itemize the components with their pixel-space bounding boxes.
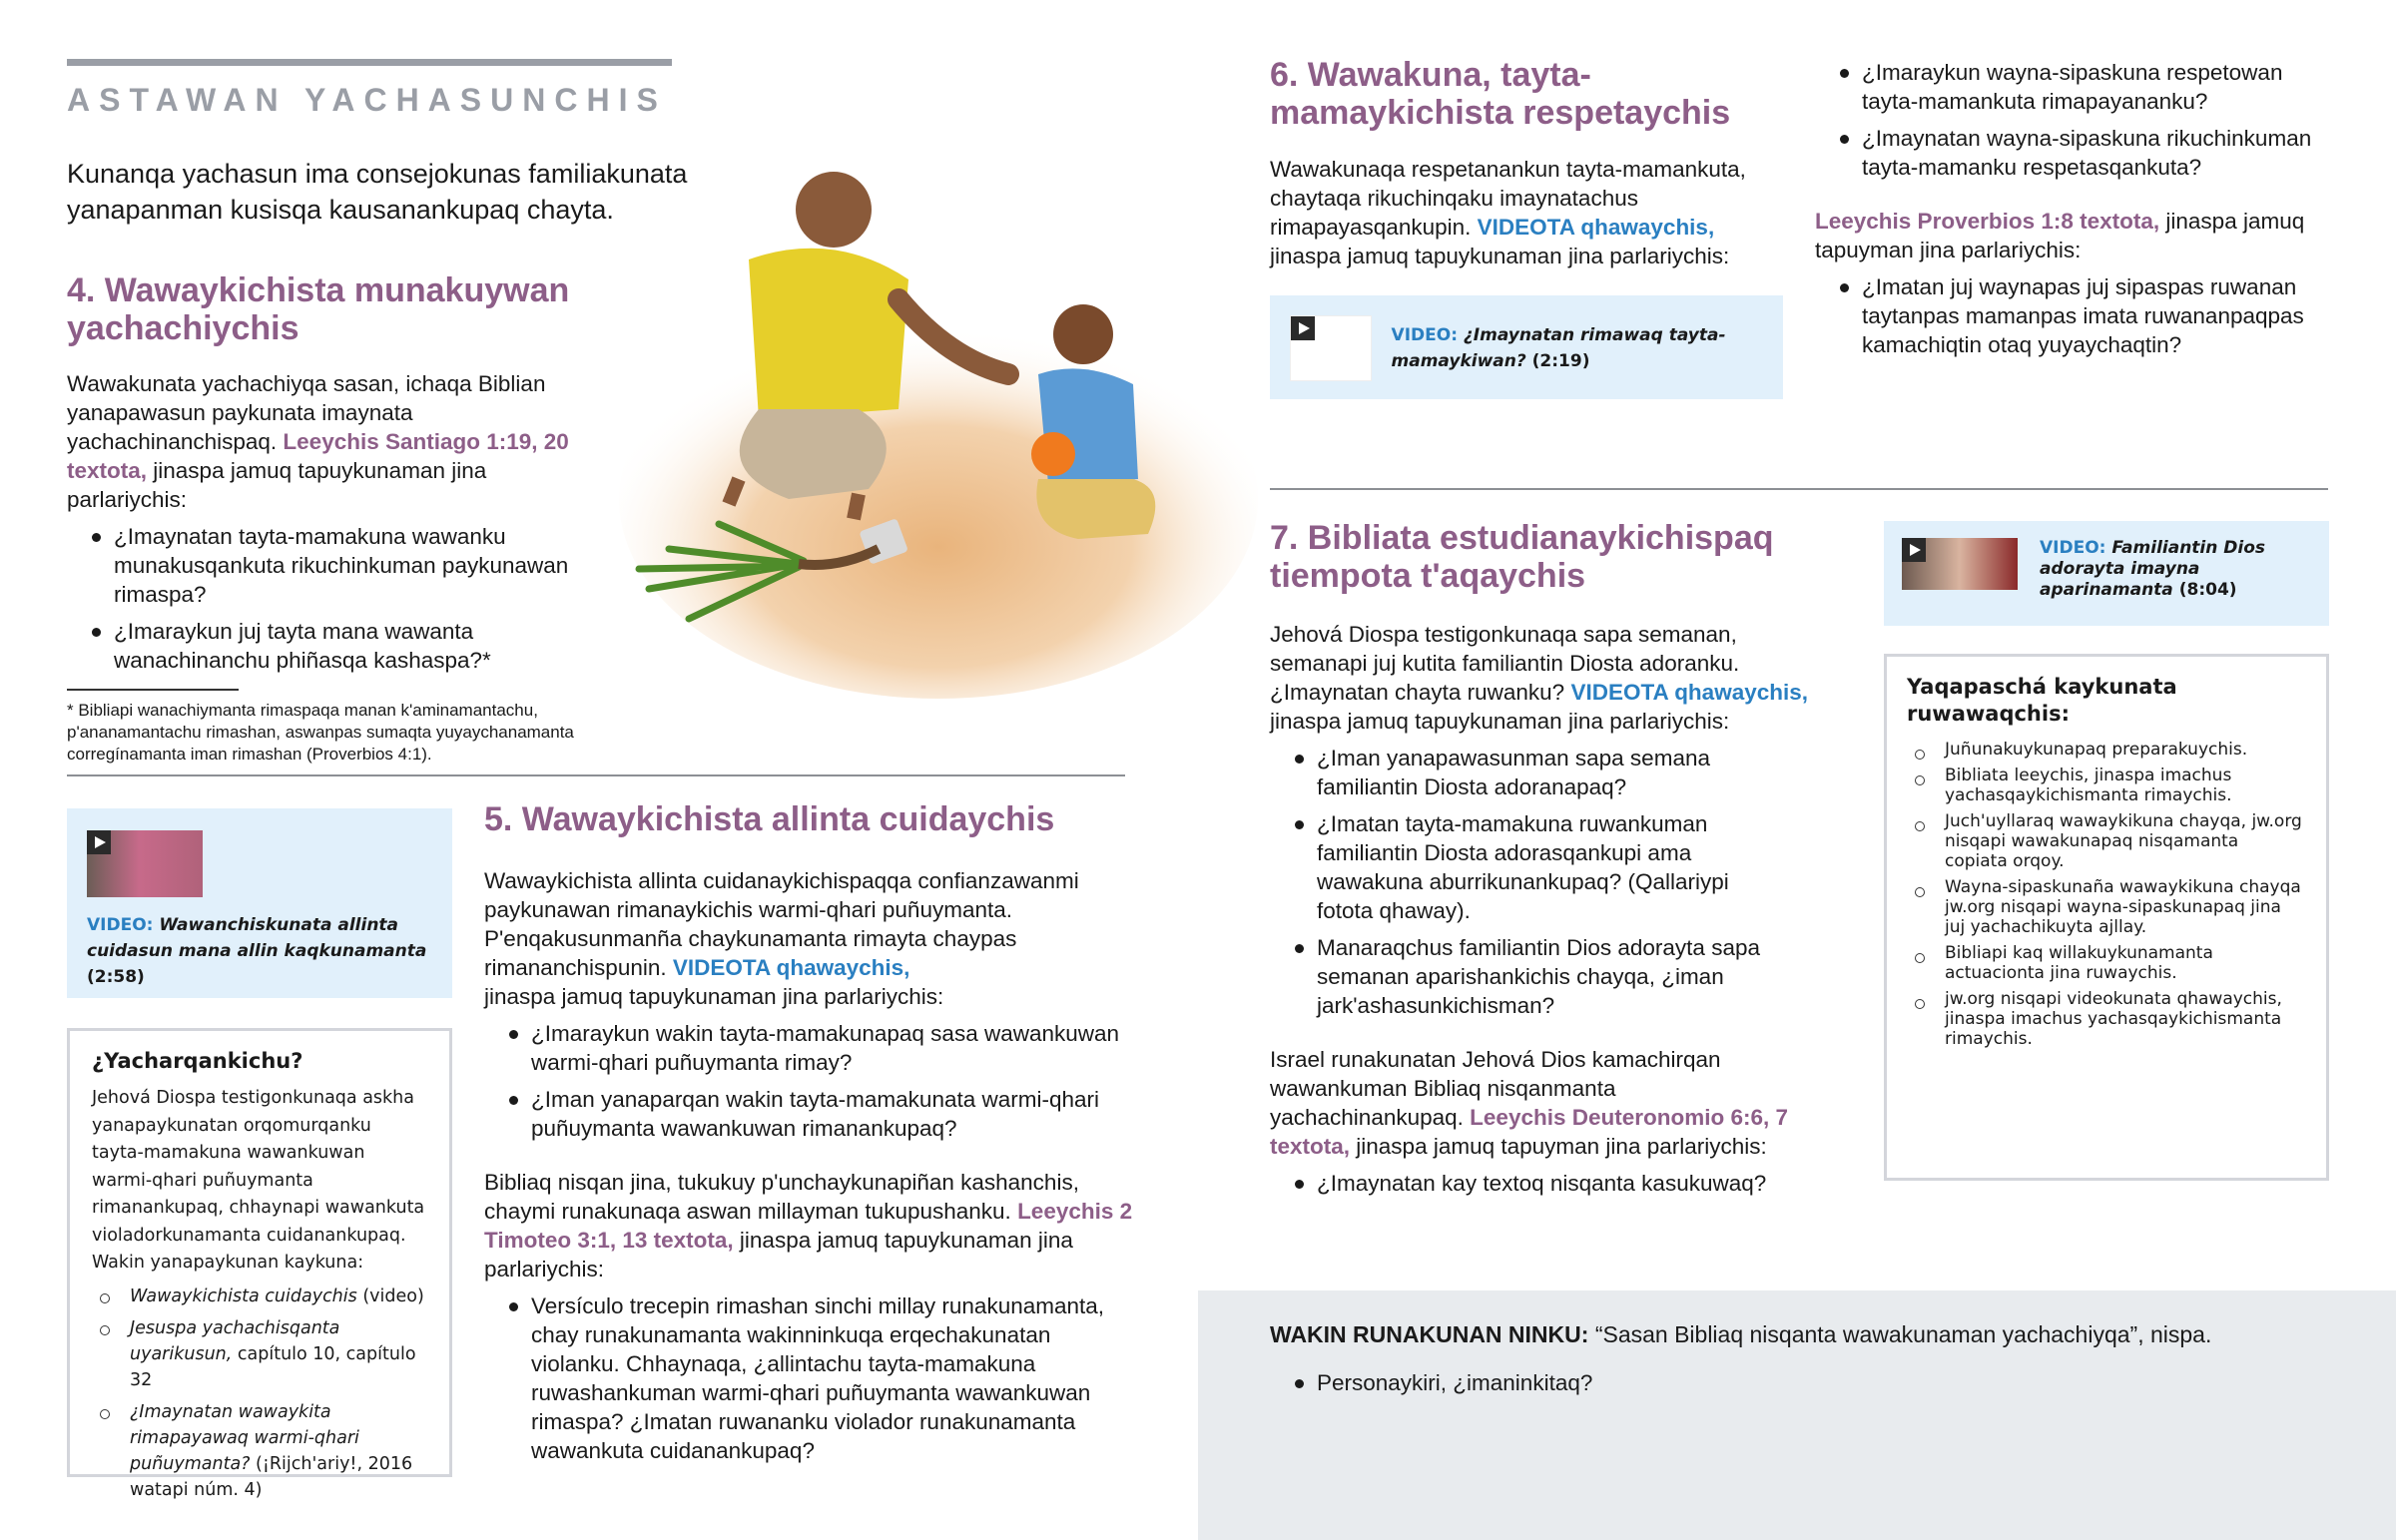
section-6-heading: 6. Wawakuna, tayta-mamaykichista respetaychis [1270, 56, 1731, 132]
list-item: ¿Iman yanaparqan wakin tayta-mamakunata warmi-qhari puñuymanta wawankuwan rimanankupaq? [484, 1085, 1133, 1143]
body-text: Bibliaq nisqan jina, tukukuy p'unchaykunapiñan kashanchis, chaymi runakunaqa aswan millayman tukupushanku. [484, 1170, 1079, 1224]
section-5-questions [484, 1019, 1133, 1143]
list-item: Juñunakuykunapaq preparakuychis. [1907, 740, 2306, 760]
play-icon[interactable] [1902, 538, 1926, 562]
section-7 [1270, 519, 1829, 1198]
video-thumbnail[interactable] [1902, 538, 2018, 590]
section-5-paragraph [484, 866, 1133, 1011]
body-text: jinaspa jamuq tapuykunaman jina parlariychis: [484, 984, 944, 1009]
video-label: VIDEO: [2040, 538, 2106, 558]
video-label: VIDEO: [87, 915, 154, 935]
body-text: Wawakunata yachachiyqa sasan, ichaqa Biblian yanapawasun paykunata imaynata yachachinanchispaq. [67, 371, 546, 454]
page-title: ASTAWAN YACHASUNCHIS [67, 82, 667, 118]
section-6-paragraph [1270, 155, 1789, 270]
section-6-continued [1815, 50, 2334, 359]
body-text: Israel runakunatan Jehová Dios kamachirqan wawankuman Bibliaq nisqanmanta yachachinankupaq. [1270, 1047, 1721, 1130]
suggestions-box [1884, 654, 2329, 1181]
body-text: Wawakunaqa respetanankun tayta-mamankuta, chaytaqa rikuchinqaku imaynatachus rimapayasqankupin. [1270, 157, 1746, 240]
list-item: jw.org nisqapi videokunata qhawaychis, jinaspa imachus yachasqaykichismanta rimaychis. [1907, 989, 2306, 1049]
body-text: jinaspa jamuq tapuykunaman jina parlariychis: [67, 458, 487, 512]
resource-list [92, 1283, 427, 1503]
objection-text [1270, 1320, 2211, 1349]
section-6-questions [1815, 58, 2334, 182]
header-rule [67, 59, 672, 66]
list-item: ¿Imaynatan tayta-mamakuna wawanku munakusqankuta rikuchinkuman paykunawan rimaspa? [67, 522, 586, 609]
section-7-heading: 7. Bibliata estudianaykichispaq tiempota t'aqaychis [1270, 519, 1774, 595]
resource-title: ¿Imaynatan wawaykita rimapayawaq warmi-qhari puñuymanta? [130, 1401, 359, 1474]
scripture-link[interactable]: Leeychis Santiago 1:19, 20 textota, [67, 429, 569, 483]
objection-quote: “Sasan Bibliaq nisqanta wawakunaman yachachiyqa”, nispa. [1594, 1321, 2212, 1347]
section-6-paragraph-2 [1815, 207, 2334, 264]
video-link[interactable]: VIDEOTA qhawaychis, [1570, 680, 1808, 705]
video-duration: (2:19) [1531, 351, 1590, 371]
list-item: ¿Imaraykun wakin tayta-mamakunapaq sasa wawankuwan warmi-qhari puñuymanta rimay? [484, 1019, 1133, 1077]
play-icon[interactable] [1291, 316, 1315, 340]
video-caption [87, 912, 432, 990]
objection-label: WAKIN RUNAKUNAN NINKU: [1270, 1321, 1589, 1347]
video-card-children-protection[interactable] [67, 808, 452, 998]
body-text: jinaspa jamuq tapuykunaman jina parlariychis: [1270, 244, 1730, 268]
video-thumbnail[interactable] [87, 830, 203, 897]
body-text: jinaspa jamuq tapuykunaman jina parlariychis: [1270, 709, 1730, 734]
section-7-questions-2 [1270, 1169, 1829, 1198]
section-7-paragraph-2 [1270, 1045, 1799, 1161]
resource-detail: (¡Rijch'ariy!, 2016 watapi núm. 4) [130, 1453, 413, 1500]
video-title[interactable]: Familiantin Dios adorayta imayna aparinamanta [2040, 538, 2266, 600]
list-item[interactable] [92, 1283, 427, 1309]
scripture-link[interactable]: Leeychis Deuteronomio 6:6, 7 textota, [1270, 1105, 1789, 1159]
list-item: ¿Imaynatan wayna-sipaskuna rikuchinkuman tayta-mamanku respetasqankuta? [1815, 124, 2334, 182]
list-item[interactable] [92, 1399, 427, 1503]
section-5-questions-2 [484, 1291, 1133, 1465]
list-item[interactable] [92, 1315, 427, 1393]
section-7-questions [1270, 744, 1789, 1020]
did-you-know-box [67, 1028, 452, 1500]
footnote: * Bibliapi wanachiymanta rimaspaqa manan k'aminamantachu, p'ananamantachu rimashan, aswanpas sumaqta yuyaychanamanta corregínamanta iman rimashan (Proverbios 4:1). [67, 700, 574, 764]
video-duration: (8:04) [2178, 580, 2237, 600]
body-text: jinaspa jamuq tapuyman jina parlariychis: [1356, 1134, 1767, 1159]
video-label: VIDEO: [1391, 325, 1458, 345]
divider [67, 774, 1125, 776]
objection-panel [1198, 1290, 2396, 1540]
section-5-paragraph-2 [484, 1168, 1133, 1283]
video-card-respect-parents[interactable] [1270, 295, 1783, 399]
list-item: Versículo trecepin rimashan sinchi millay runakunamanta, chay runakunamanta wakinninkuqa erqechakunatan violanku. Chhaynaqa, ¿allintachu tayta-mamakuna ruwashankuman warmi-qhari puñuymanta wawankuwan rimaspa? ¿Imatan ruwananku violador runakunamanta wawankuta cuidanankupaq? [484, 1291, 1133, 1465]
list-item: Personaykiri, ¿imaninkitaq? [1270, 1368, 1592, 1397]
section-4-questions [67, 522, 586, 675]
resource-detail: capítulo 10, capítulo 32 [130, 1343, 416, 1390]
section-5 [484, 800, 1133, 1465]
section-4 [67, 271, 586, 766]
video-title[interactable]: ¿Imaynatan rimawaq tayta-mamaykiwan? [1391, 325, 1726, 371]
resource-title: Wawaykichista cuidaychis [130, 1285, 357, 1306]
play-icon[interactable] [87, 830, 111, 854]
section-6 [1270, 56, 1789, 270]
box-title: Yaqapaschá kaykunata ruwawaqchis: [1907, 675, 2177, 726]
scripture-link[interactable]: Leeychis Proverbios 1:8 textota, [1815, 209, 2160, 234]
suggestions-list [1907, 740, 2306, 1049]
video-caption [2040, 538, 2299, 609]
section-5-heading: 5. Wawaykichista allinta cuidaychis [484, 800, 1055, 838]
footnote-rule [67, 689, 239, 691]
video-duration: (2:58) [87, 967, 145, 987]
list-item: Manaraqchus familiantin Dios adorayta sapa semanan aparishankichis chayqa, ¿iman jark'ashasunkichisman? [1270, 933, 1789, 1020]
objection-questions [1270, 1360, 1592, 1397]
body-text: jinaspa jamuq tapuykunaman jina parlariychis: [484, 1228, 1073, 1282]
body-text: Wawaykichista allinta cuidanaykichispaqqa confianzawanmi paykunawan rimanaykichis warmi-qhari puñuymanta. P'enqakusunmanña chaykunamanta rimayta chaypas rimananchispunin. [484, 868, 1079, 980]
resource-detail: (video) [356, 1285, 424, 1306]
video-thumbnail[interactable] [1290, 315, 1372, 381]
body-text: Jehová Diospa testigonkunaqa sapa semanan, semanapi juj kutita familiantin Diosta adoranku. ¿Imaynatan chayta ruwanku? [1270, 622, 1740, 705]
list-item: Juch'uyllaraq wawaykikuna chayqa, jw.org nisqapi wawakunapaq nisqamanta copiata orqoy. [1907, 811, 2306, 871]
list-item: Bibliapi kaq willakuykunamanta actuacionta jina ruwaychis. [1907, 943, 2306, 983]
divider [1270, 488, 2328, 490]
list-item: ¿Imaraykun juj tayta mana wawanta wanachinanchu phiñasqa kashaspa?* [67, 617, 586, 675]
section-4-heading: 4. Wawaykichista munakuywan yachachiychis [67, 271, 570, 347]
list-item: ¿Imaynatan kay textoq nisqanta kasukuwaq? [1270, 1169, 1829, 1198]
scripture-link[interactable]: Leeychis 2 Timoteo 3:1, 13 textota, [484, 1199, 1133, 1253]
video-caption [1392, 315, 1763, 379]
list-item: Wayna-sipaskunaña wawaykikuna chayqa jw.org nisqapi wayna-sipaskunapaq jina juj yachachikuyta ajllay. [1907, 877, 2306, 937]
video-link[interactable]: VIDEOTA qhawaychis, [672, 955, 910, 980]
section-7-paragraph [1270, 620, 1829, 736]
box-title: ¿Yacharqankichu? [92, 1049, 303, 1073]
box-body: Jehová Diospa testigonkunaqa askha yanapaykunatan orqomurqanku tayta-mamakuna wawankuwan warmi-qhari puñuymanta rimanankupaq, chhaynapi wawankuta violadorkunamanta cuidanankupaq. Wakin yanapaykunan kaykuna: [92, 1088, 425, 1273]
section-6-questions-2 [1815, 272, 2334, 359]
body-text: jinaspa jamuq tapuyman jina parlariychis: [1815, 209, 2305, 262]
video-card-family-worship[interactable] [1884, 521, 2329, 626]
resource-title: Jesuspa yachachisqanta uyarikusun, [130, 1317, 340, 1364]
father-son-illustration [609, 170, 1258, 699]
section-4-body [67, 369, 586, 514]
list-item: Bibliata leeychis, jinaspa imachus yachasqaykichismanta rimaychis. [1907, 766, 2306, 805]
list-item: ¿Imatan tayta-mamakuna ruwankuman familiantin Diosta adorasqankupi ama wawakuna aburrikunankupaq? (Qallariypi fotota qhaway). [1270, 809, 1789, 925]
list-item: ¿Iman yanapawasunman sapa semana familiantin Diosta adoranapaq? [1270, 744, 1789, 801]
intro-text: Kunanqa yachasun ima consejokunas familiakunata yanapanman kusisqa kausanankupaq chayta. [67, 159, 688, 225]
list-item: ¿Imatan juj waynapas juj sipaspas ruwanan taytanpas mamanpas imata ruwananpaqpas kamachiqtin otaq yuyaychaqtin? [1815, 272, 2334, 359]
video-link[interactable]: VIDEOTA qhawaychis, [1477, 215, 1715, 240]
video-title[interactable]: Wawanchiskunata allinta cuidasun mana allin kaqkunamanta [87, 915, 427, 961]
list-item: ¿Imaraykun wayna-sipaskuna respetowan tayta-mamankuta rimapayananku? [1815, 58, 2334, 116]
